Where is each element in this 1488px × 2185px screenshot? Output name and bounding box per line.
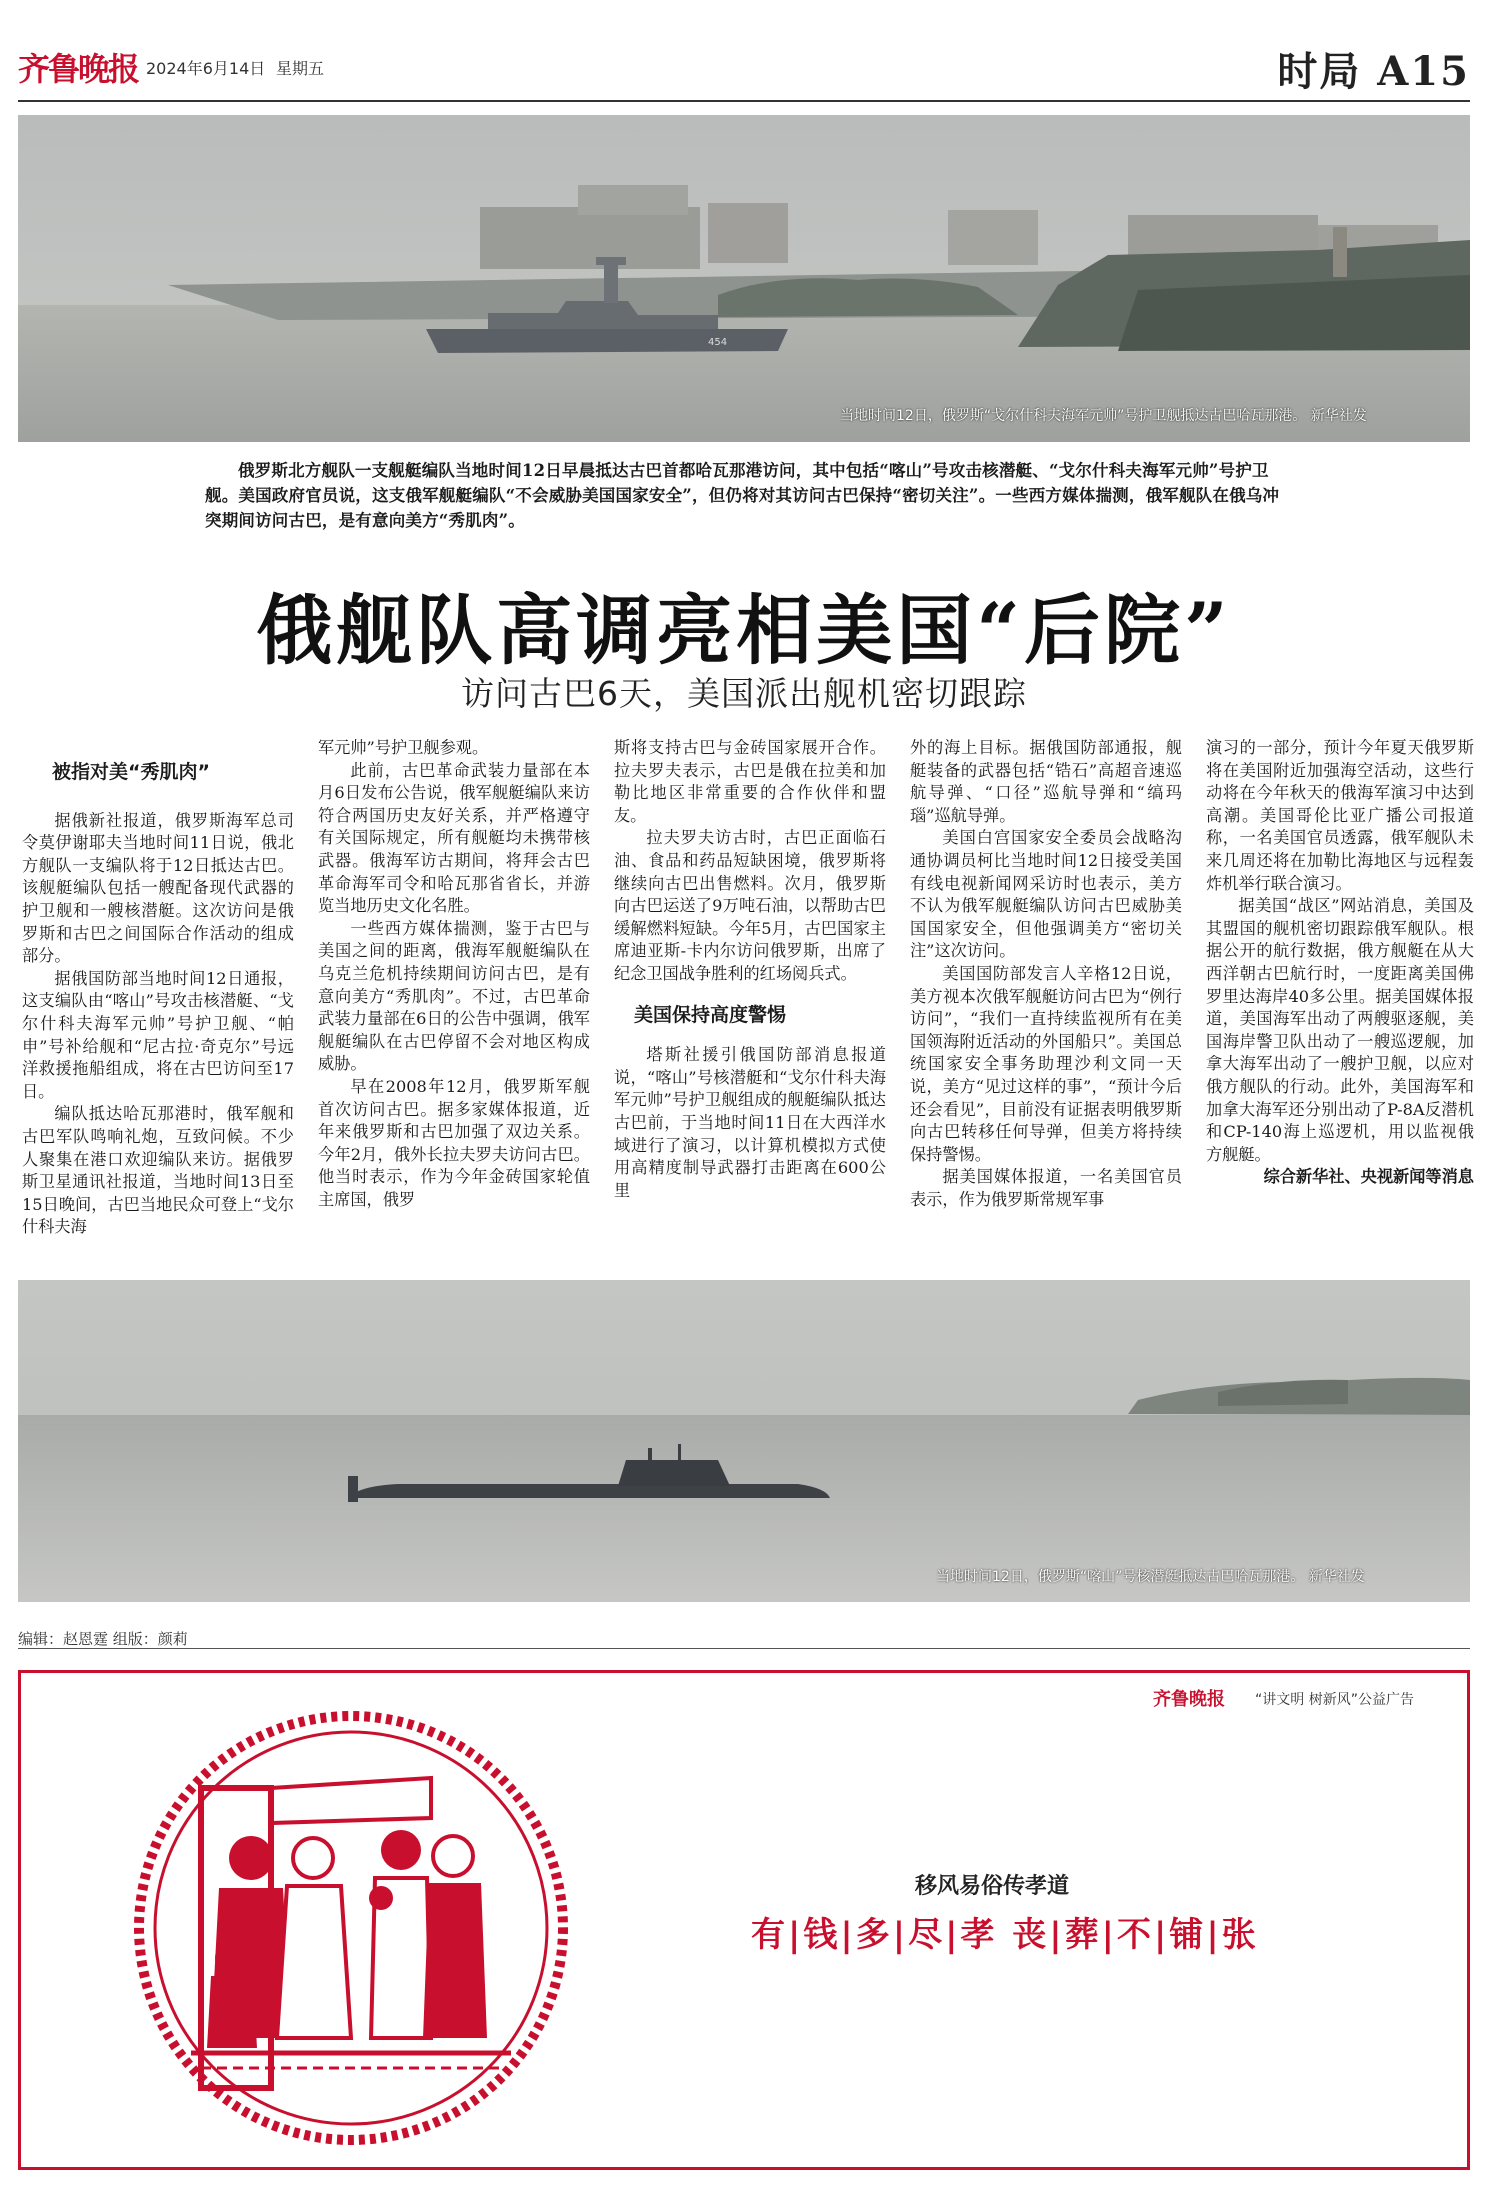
ad-campaign-tag: “讲文明 树新风”公益广告 — [1255, 1692, 1414, 1708]
section-subhead-1: 被指对美“秀肌肉” — [52, 761, 210, 783]
paragraph: 编队抵达哈瓦那港时，俄军舰和古巴军队鸣响礼炮，互致问候。不少人聚集在港口欢迎编队来访。据俄罗斯卫星通讯社报道，当地时间13日至15日晚间，古巴当地民众可登上“戈尔什科夫海 — [22, 1104, 294, 1237]
submarine-photo-caption: 当地时间12日，俄罗斯“喀山”号核潜艇抵达古巴哈瓦那港。 新华社发 — [936, 1569, 1365, 1585]
newspaper-logo: 齐鲁晚报 — [18, 50, 139, 88]
ad-divider-rule — [18, 1648, 1470, 1649]
masthead — [18, 40, 1470, 95]
article-column-5 — [1206, 737, 1474, 1189]
paragraph: 据俄国防部当地时间12日通报，这支编队由“喀山”号攻击核潜艇、“戈尔什科夫海军元帅”号护卫舰、“帕申”号补给舰和“尼古拉·奇克尔”号远洋救援拖船组成，将在古巴访问至17日。 — [22, 968, 294, 1101]
subheadline: 访问古巴6天，美国派出舰机密切跟踪 — [461, 674, 1027, 713]
paragraph: 一些西方媒体揣测，鉴于古巴与美国之间的距离，俄海军舰艇编队在乌克兰危机持续期间访问古巴，是有意向美方“秀肌肉”。不过，古巴革命武装力量部在6日的公告中强调，俄军舰艇编队在古巴停留不会对地区构成威胁。 — [318, 918, 590, 1074]
issue-weekday: 星期五 — [276, 59, 325, 78]
paragraph: 早在2008年12月，俄罗斯军舰首次访问古巴。据多家媒体报道，近年来俄罗斯和古巴加强了双边关系。今年2月，俄外长拉夫罗夫访问古巴。他当时表示，作为今年金砖国家轮值主席国，俄罗 — [318, 1076, 590, 1209]
hull-number: 454 — [708, 337, 728, 348]
paragraph: 美国国防部发言人辛格12日说，美方视本次俄军舰艇访问古巴为“例行访问”，“我们一直持续监视所有在美国领海附近活动的外国船只”。美国总统国家安全事务助理沙利文同一天说，美方“见过这样的事”，“预计今后还会看见”，目前没有证据表明俄罗斯向古巴转移任何导弹，但美方将持续保持警惕。 — [910, 963, 1182, 1164]
frigate-photo — [18, 115, 1470, 442]
papercut-family-illustration — [131, 1708, 571, 2148]
public-service-ad — [18, 1670, 1470, 2170]
article-column-4 — [910, 737, 1182, 1211]
paragraph: 美国白宫国家安全委员会战略沟通协调员柯比当地时间12日接受美国有线电视新闻网采访时也表示，美方不认为俄军舰艇编队访问古巴威胁美国国家安全，但他强调美方“密切关注”这次访问。 — [910, 828, 1182, 961]
paragraph: 此前，古巴革命武装力量部在本月6日发布公告说，俄军舰艇编队来访符合两国历史友好关系，并严格遵守有关国际规定，所有舰艇均未携带核武器。俄海军访古期间，将拜会古巴革命海军司令和哈瓦那省省长，并游览当地历史文化名胜。 — [318, 760, 590, 916]
section-page-label: 时局 A15 — [1277, 48, 1470, 95]
paragraph: 演习的一部分，预计今年夏天俄罗斯将在美国附近加强海空活动，这些行动将在今年秋天的俄海军演习中达到高潮。美国哥伦比亚广播公司报道称，一名美国官员透露，俄军舰队未来几周还将在加勒比海地区与远程轰炸机举行联合演习。 — [1206, 738, 1474, 893]
ad-newspaper-logo: 齐鲁晚报 — [1153, 1689, 1225, 1710]
paragraph: 外的海上目标。据俄国防部通报，舰艇装备的武器包括“锆石”高超音速巡航导弹、“口径”巡航导弹和“缟玛瑙”巡航导弹。 — [910, 738, 1182, 825]
paragraph: 据美国“战区”网站消息，美国及其盟国的舰机密切跟踪俄军舰队。根据公开的航行数据，俄方舰艇在从大西洋朝古巴航行时，一度距离美国佛罗里达海岸40多公里。据美国媒体报道，美国海军出动了两艘驱逐舰，美国海岸警卫队出动了一艘巡逻舰，加拿大海军出动了一艘护卫舰，以应对俄方舰队的行动。此外，美国海军和加拿大海军还分别出动了P-8A反潜机和CP-140海上巡逻机，用以监视俄方舰艇。 — [1206, 896, 1474, 1164]
ad-slogan: 有|钱|多|尽|孝 丧|葬|不|铺|张 — [751, 1915, 1259, 1955]
paragraph: 据俄新社报道，俄罗斯海军总司令莫伊谢耶夫当地时间11日说，俄北方舰队一支编队将于12日抵达古巴。该舰艇编队包括一艘配备现代武器的护卫舰和一艘核潜艇。这次访问是俄罗斯和古巴之间国际合作活动的组成部分。 — [22, 810, 294, 966]
section-subhead-2: 美国保持高度警惕 — [634, 1003, 787, 1026]
submarine-photo — [18, 1280, 1470, 1602]
article-lede: 俄罗斯北方舰队一支舰艇编队当地时间12日早晨抵达古巴首都哈瓦那港访问，其中包括“喀山”号攻击核潜艇、“戈尔什科夫海军元帅”号护卫舰。美国政府官员说，这支俄军舰艇编队“不会威胁美国国家安全”，但仍将对其访问古巴保持“密切关注”。一些西方媒体揣测，俄军舰队在俄乌冲突期间访问古巴，是有意向美方“秀肌肉”。 — [205, 461, 1280, 530]
headline: 俄舰队高调亮相美国“后院” — [256, 586, 1232, 675]
paragraph: 斯将支持古巴与金砖国家展开合作。拉夫罗夫表示，古巴是俄在拉美和加勒比地区非常重要的合作伙伴和盟友。 — [614, 738, 886, 825]
article-column-2 — [318, 737, 590, 1211]
ad-title: 移风易俗传孝道 — [915, 1873, 1070, 1899]
paragraph: 塔斯社援引俄国防部消息报道说，“喀山”号核潜艇和“戈尔什科夫海军元帅”号护卫舰组成的舰艇编队抵达古巴前，于当地时间11日在大西洋水域进行了演习，以计算机模拟方式使用高精度制导武器打击距离在600公里 — [614, 1045, 886, 1200]
article-column-3 — [614, 737, 886, 1202]
article-column-1 — [22, 737, 294, 1239]
paragraph: 军元帅”号护卫舰参观。 — [318, 738, 489, 757]
article-source: 综合新华社、央视新闻等消息 — [1263, 1167, 1474, 1187]
paragraph: 拉夫罗夫访古时，古巴正面临石油、食品和药品短缺困境，俄罗斯将继续向古巴出售燃料。次月，俄罗斯向古巴运送了9万吨石油，以帮助古巴缓解燃料短缺。今年5月，古巴国家主席迪亚斯-卡内尔访问俄罗斯，出席了纪念卫国战争胜利的红场阅兵式。 — [614, 828, 886, 983]
editor-credits: 编辑：赵恩霆 组版：颜莉 — [18, 1630, 188, 1648]
paragraph: 据美国媒体报道，一名美国官员表示，作为俄罗斯常规军事 — [910, 1167, 1182, 1209]
masthead-rule — [18, 100, 1470, 102]
frigate-photo-caption: 当地时间12日，俄罗斯“戈尔什科夫海军元帅”号护卫舰抵达古巴哈瓦那港。 新华社发 — [840, 408, 1367, 424]
issue-date: 2024年6月14日 — [146, 59, 266, 78]
